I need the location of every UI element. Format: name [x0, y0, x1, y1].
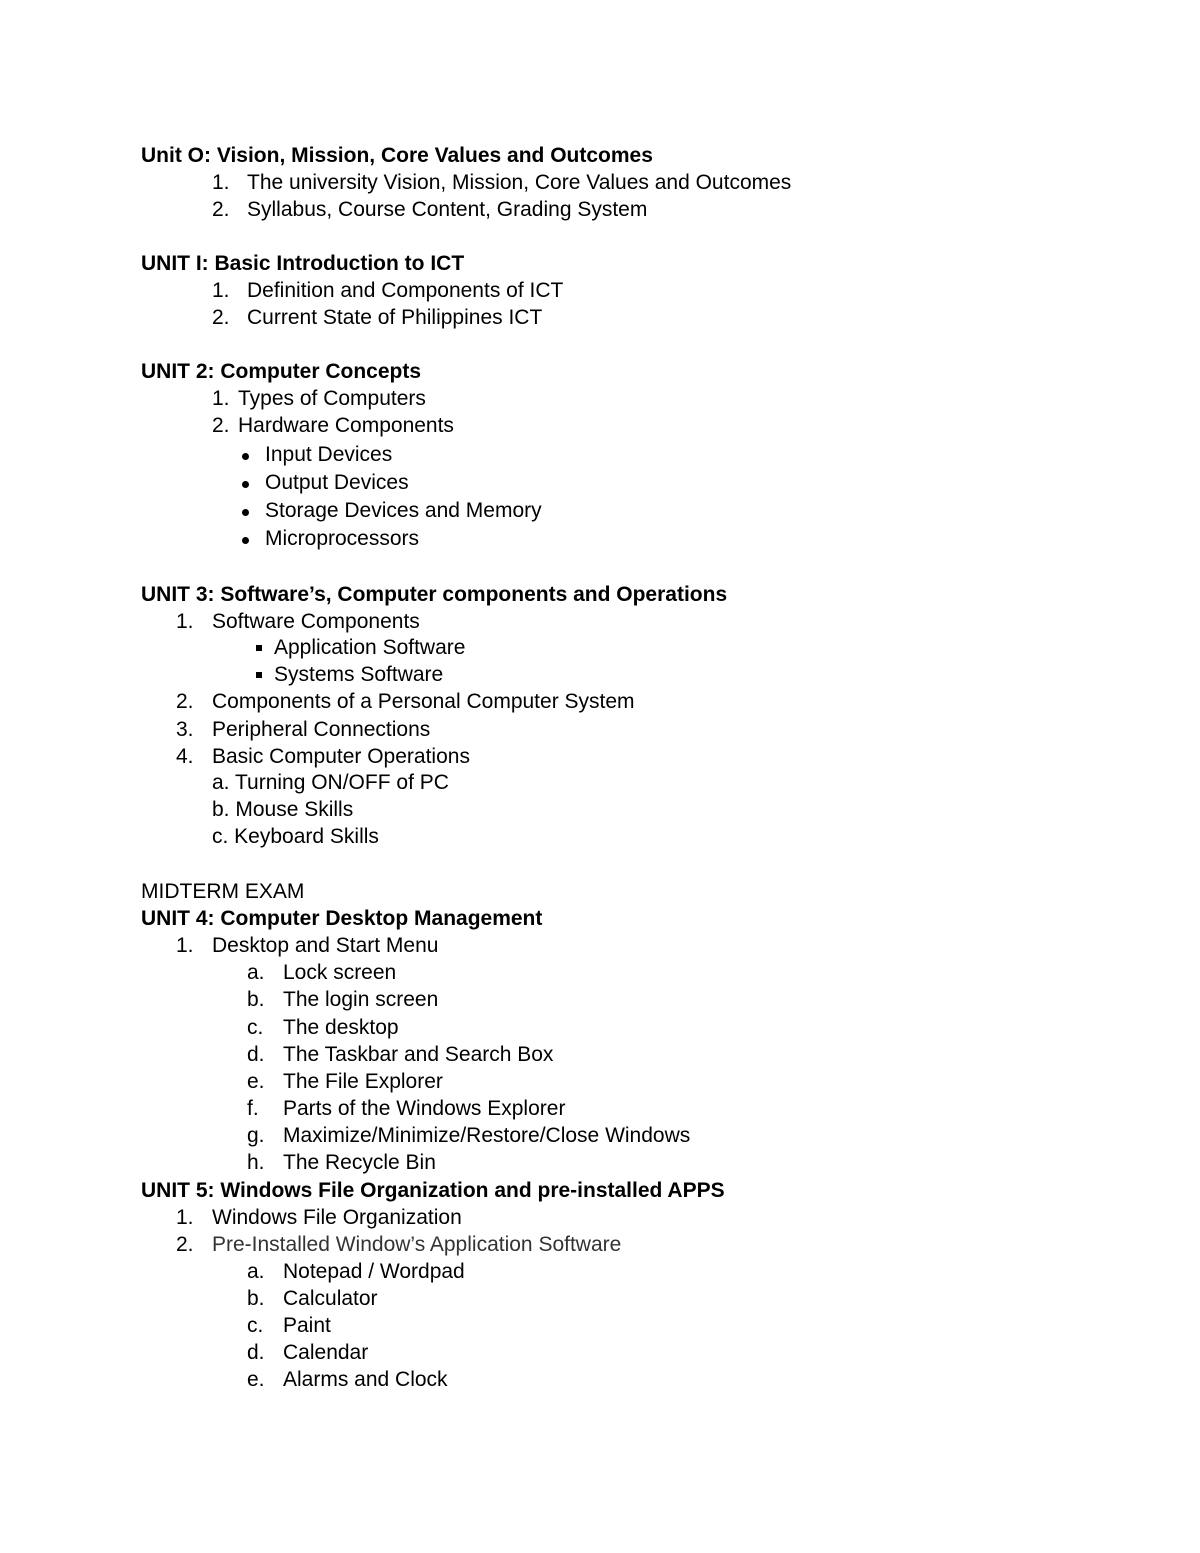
sub-item: Calendar	[283, 1341, 369, 1364]
list-marker: d.	[247, 1043, 265, 1066]
list-marker: f.	[247, 1097, 259, 1120]
unit-heading: UNIT 2: Computer Concepts	[141, 360, 422, 383]
bullet-icon	[242, 537, 249, 544]
unit-heading: Unit O: Vision, Mission, Core Values and Outcomes	[141, 144, 653, 167]
sub-item: Lock screen	[283, 961, 397, 984]
list-marker: a.	[247, 961, 265, 984]
bullet-icon	[242, 453, 249, 460]
bullet-item: Systems Software	[274, 663, 444, 686]
bullet-item: Microprocessors	[265, 527, 420, 550]
list-marker: c.	[247, 1314, 264, 1337]
sub-item: The desktop	[283, 1016, 399, 1039]
square-bullet-icon	[256, 645, 262, 651]
list-marker: 1.	[212, 387, 230, 410]
bullet-item: Application Software	[274, 636, 466, 659]
list-marker: c.	[247, 1016, 264, 1039]
list-marker: 1.	[212, 171, 230, 194]
list-item: Pre-Installed Window’s Application Software	[212, 1233, 622, 1256]
list-item: The university Vision, Mission, Core Values and Outcomes	[247, 171, 792, 194]
list-marker: h.	[247, 1151, 265, 1174]
list-marker: 1.	[176, 610, 194, 633]
sub-item: Alarms and Clock	[283, 1368, 448, 1391]
list-item: Components of a Personal Computer System	[212, 690, 635, 713]
sub-item: c. Keyboard Skills	[212, 825, 379, 848]
unit-heading: UNIT 3: Software’s, Computer components and Operations	[141, 583, 728, 606]
list-item: Hardware Components	[238, 414, 454, 437]
list-marker: d.	[247, 1341, 265, 1364]
list-item: Current State of Philippines ICT	[247, 306, 543, 329]
sub-item: a. Turning ON/OFF of PC	[212, 771, 449, 794]
bullet-icon	[242, 481, 249, 488]
sub-item: The File Explorer	[283, 1070, 443, 1093]
sub-item: Maximize/Minimize/Restore/Close Windows	[283, 1124, 691, 1147]
bullet-item: Output Devices	[265, 471, 409, 494]
bullet-item: Input Devices	[265, 443, 393, 466]
list-marker: 2.	[212, 414, 230, 437]
list-marker: e.	[247, 1070, 265, 1093]
list-item: Windows File Organization	[212, 1206, 462, 1229]
list-marker: g.	[247, 1124, 265, 1147]
list-marker: 1.	[212, 279, 230, 302]
list-item: Desktop and Start Menu	[212, 934, 439, 957]
sub-item: Paint	[283, 1314, 331, 1337]
sub-item: The Taskbar and Search Box	[283, 1043, 554, 1066]
bullet-icon	[242, 509, 249, 516]
unit-heading: UNIT 4: Computer Desktop Management	[141, 907, 543, 930]
list-marker: 2.	[212, 198, 230, 221]
list-marker: 3.	[176, 718, 194, 741]
list-marker: 1.	[176, 934, 194, 957]
list-marker: 4.	[176, 745, 194, 768]
list-item: Peripheral Connections	[212, 718, 431, 741]
list-marker: 2.	[176, 1233, 194, 1256]
sub-item: The login screen	[283, 988, 439, 1011]
list-marker: b.	[247, 988, 265, 1011]
square-bullet-icon	[256, 672, 262, 678]
bullet-item: Storage Devices and Memory	[265, 499, 542, 522]
list-marker: 2.	[176, 690, 194, 713]
list-item: Types of Computers	[238, 387, 426, 410]
sub-item: The Recycle Bin	[283, 1151, 436, 1174]
unit-heading: UNIT I: Basic Introduction to ICT	[141, 252, 465, 275]
list-marker: 1.	[176, 1206, 194, 1229]
list-marker: e.	[247, 1368, 265, 1391]
list-item: Basic Computer Operations	[212, 745, 470, 768]
sub-item: Notepad / Wordpad	[283, 1260, 465, 1283]
sub-item: b. Mouse Skills	[212, 798, 354, 821]
midterm-label: MIDTERM EXAM	[141, 880, 305, 903]
list-marker: b.	[247, 1287, 265, 1310]
list-item: Definition and Components of ICT	[247, 279, 564, 302]
list-marker: a.	[247, 1260, 265, 1283]
list-item: Software Components	[212, 610, 420, 633]
list-marker: 2.	[212, 306, 230, 329]
sub-item: Parts of the Windows Explorer	[283, 1097, 566, 1120]
list-item: Syllabus, Course Content, Grading System	[247, 198, 648, 221]
unit-heading: UNIT 5: Windows File Organization and pre-installed APPS	[141, 1179, 725, 1202]
sub-item: Calculator	[283, 1287, 378, 1310]
